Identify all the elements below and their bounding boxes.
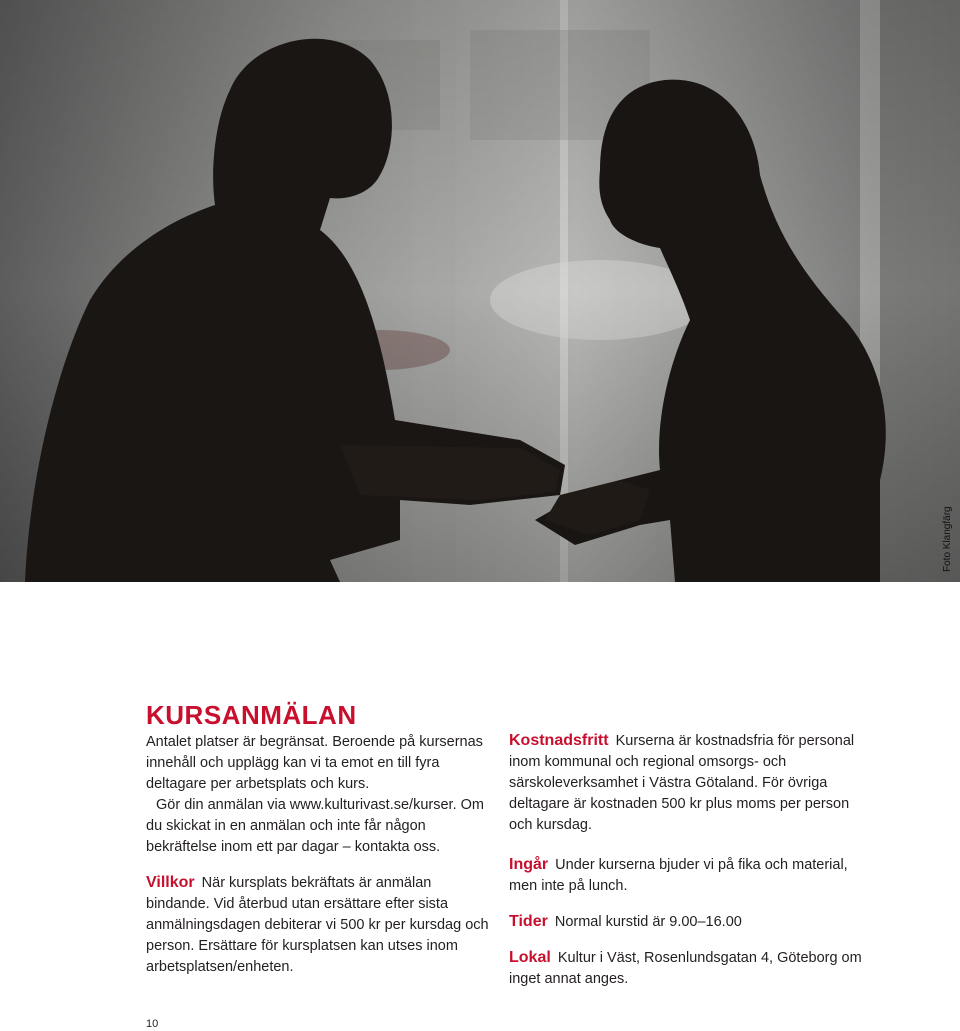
page-heading: KURSANMÄLAN: [146, 700, 357, 730]
left-column: [146, 700, 496, 978]
kostnadsfritt-text: Kurserna är kostnadsfria för personal inom kommunal och regional omsorgs- och särskoleverksamhet i Västra Götaland. För övriga deltagare är kostnaden 500 kr plus moms per person och kursdag.: [509, 733, 855, 833]
kostnadsfritt-label: Kostnadsfritt: [509, 732, 609, 749]
villkor-label: Villkor: [146, 874, 195, 891]
villkor-section: [146, 872, 496, 978]
tider-text: Normal kurstid är 9.00–16.00: [554, 914, 742, 930]
lokal-label: Lokal: [509, 949, 551, 966]
kostnadsfritt-section: [509, 730, 869, 836]
lokal-section: [509, 947, 869, 990]
right-column: [509, 730, 869, 990]
villkor-text: När kursplats bekräftats är anmälan bindande. Vid återbud utan ersättare efter sista anmälningsdagen debiterar vi 500 kr per kursdag och person. Ersättare för kursplatsen kan utses inom arbetsplatsen/enheten.: [146, 875, 489, 975]
ingar-label: Ingår: [509, 856, 549, 873]
photo-credit: Foto Klangfärg: [942, 506, 953, 572]
lokal-text: Kultur i Väst, Rosenlundsgatan 4, Göteborg om inget annat anges.: [509, 950, 862, 987]
page-number: 10: [146, 1018, 159, 1030]
intro-paragraph: Antalet platser är begränsat. Beroende på kursernas innehåll och upplägg kan vi ta emot en till fyra deltagare per arbetsplats och kurs.: [146, 734, 483, 792]
tider-label: Tider: [509, 913, 548, 930]
ingar-text: Under kurserna bjuder vi på fika och material, men inte på lunch.: [509, 857, 848, 894]
ingar-section: [509, 854, 869, 897]
registration-paragraph: Gör din anmälan via www.kulturivast.se/kurser. Om du skickat in en anmälan och inte får någon bekräftelse inom ett par dagar – kontakta oss.: [146, 797, 484, 855]
tider-section: [509, 911, 869, 933]
